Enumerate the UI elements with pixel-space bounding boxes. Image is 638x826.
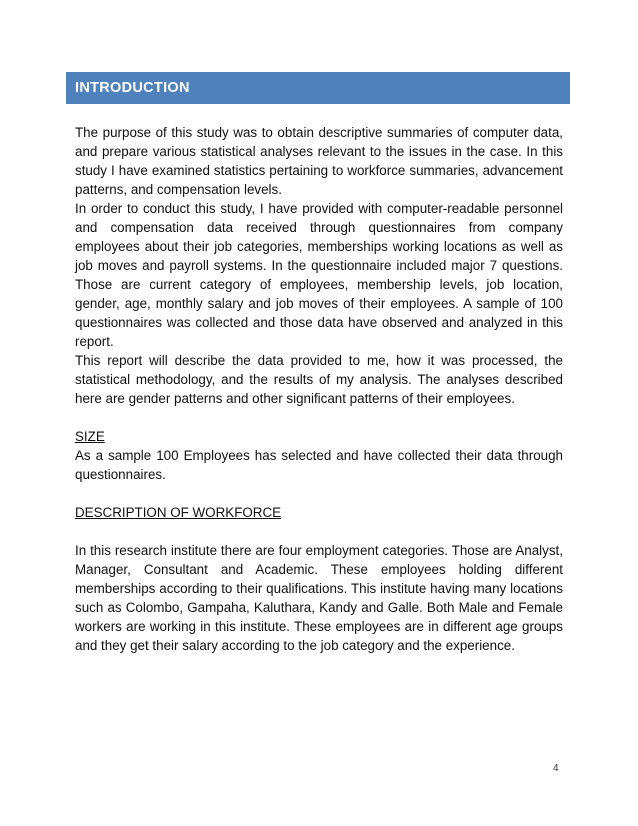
size-heading: SIZE: [75, 429, 105, 444]
spacer: [75, 522, 563, 541]
size-paragraph: As a sample 100 Employees has selected and have collected their data through questionnaires.: [75, 448, 563, 482]
page-number: 4: [553, 763, 559, 774]
intro-paragraph-3: This report will describe the data provided to me, how it was processed, the statistical methodology, and the results of my analysis. The analyses described here are gender patterns and other significant patterns of their employees.: [75, 353, 563, 406]
workforce-paragraph: In this research institute there are four employment categories. Those are Analyst, Manager, Consultant and Academic. These employees holding different memberships according to their qualifications. This institute having many locations such as Colombo, Gampaha, Kaluthara, Kandy and Galle. Both Male and Female workers are working in this institute. These employees are in different age groups and they get their salary according to the job category and the experience.: [75, 543, 563, 653]
intro-paragraph-2: In order to conduct this study, I have provided with computer-readable personnel and compensation data received through questionnaires from company employees about their job categories, memberships working locations as well as job moves and payroll systems. In the questionnaire included major 7 questions. Those are current category of employees, membership levels, job location, gender, age, monthly salary and job moves of their employees. A sample of 100 questionnaires was collected and those data have observed and analyzed in this report.: [75, 201, 563, 349]
intro-paragraph-1: The purpose of this study was to obtain descriptive summaries of computer data, and prepare various statistical analyses relevant to the issues in the case. In this study I have examined statistics pertaining to workforce summaries, advancement patterns, and compensation levels.: [75, 125, 563, 197]
workforce-heading: DESCRIPTION OF WORKFORCE: [75, 505, 282, 520]
section-banner: [66, 72, 570, 104]
section-title: INTRODUCTION: [75, 80, 190, 96]
spacer: [75, 408, 563, 427]
document-body: [75, 123, 563, 655]
spacer: [75, 484, 563, 503]
